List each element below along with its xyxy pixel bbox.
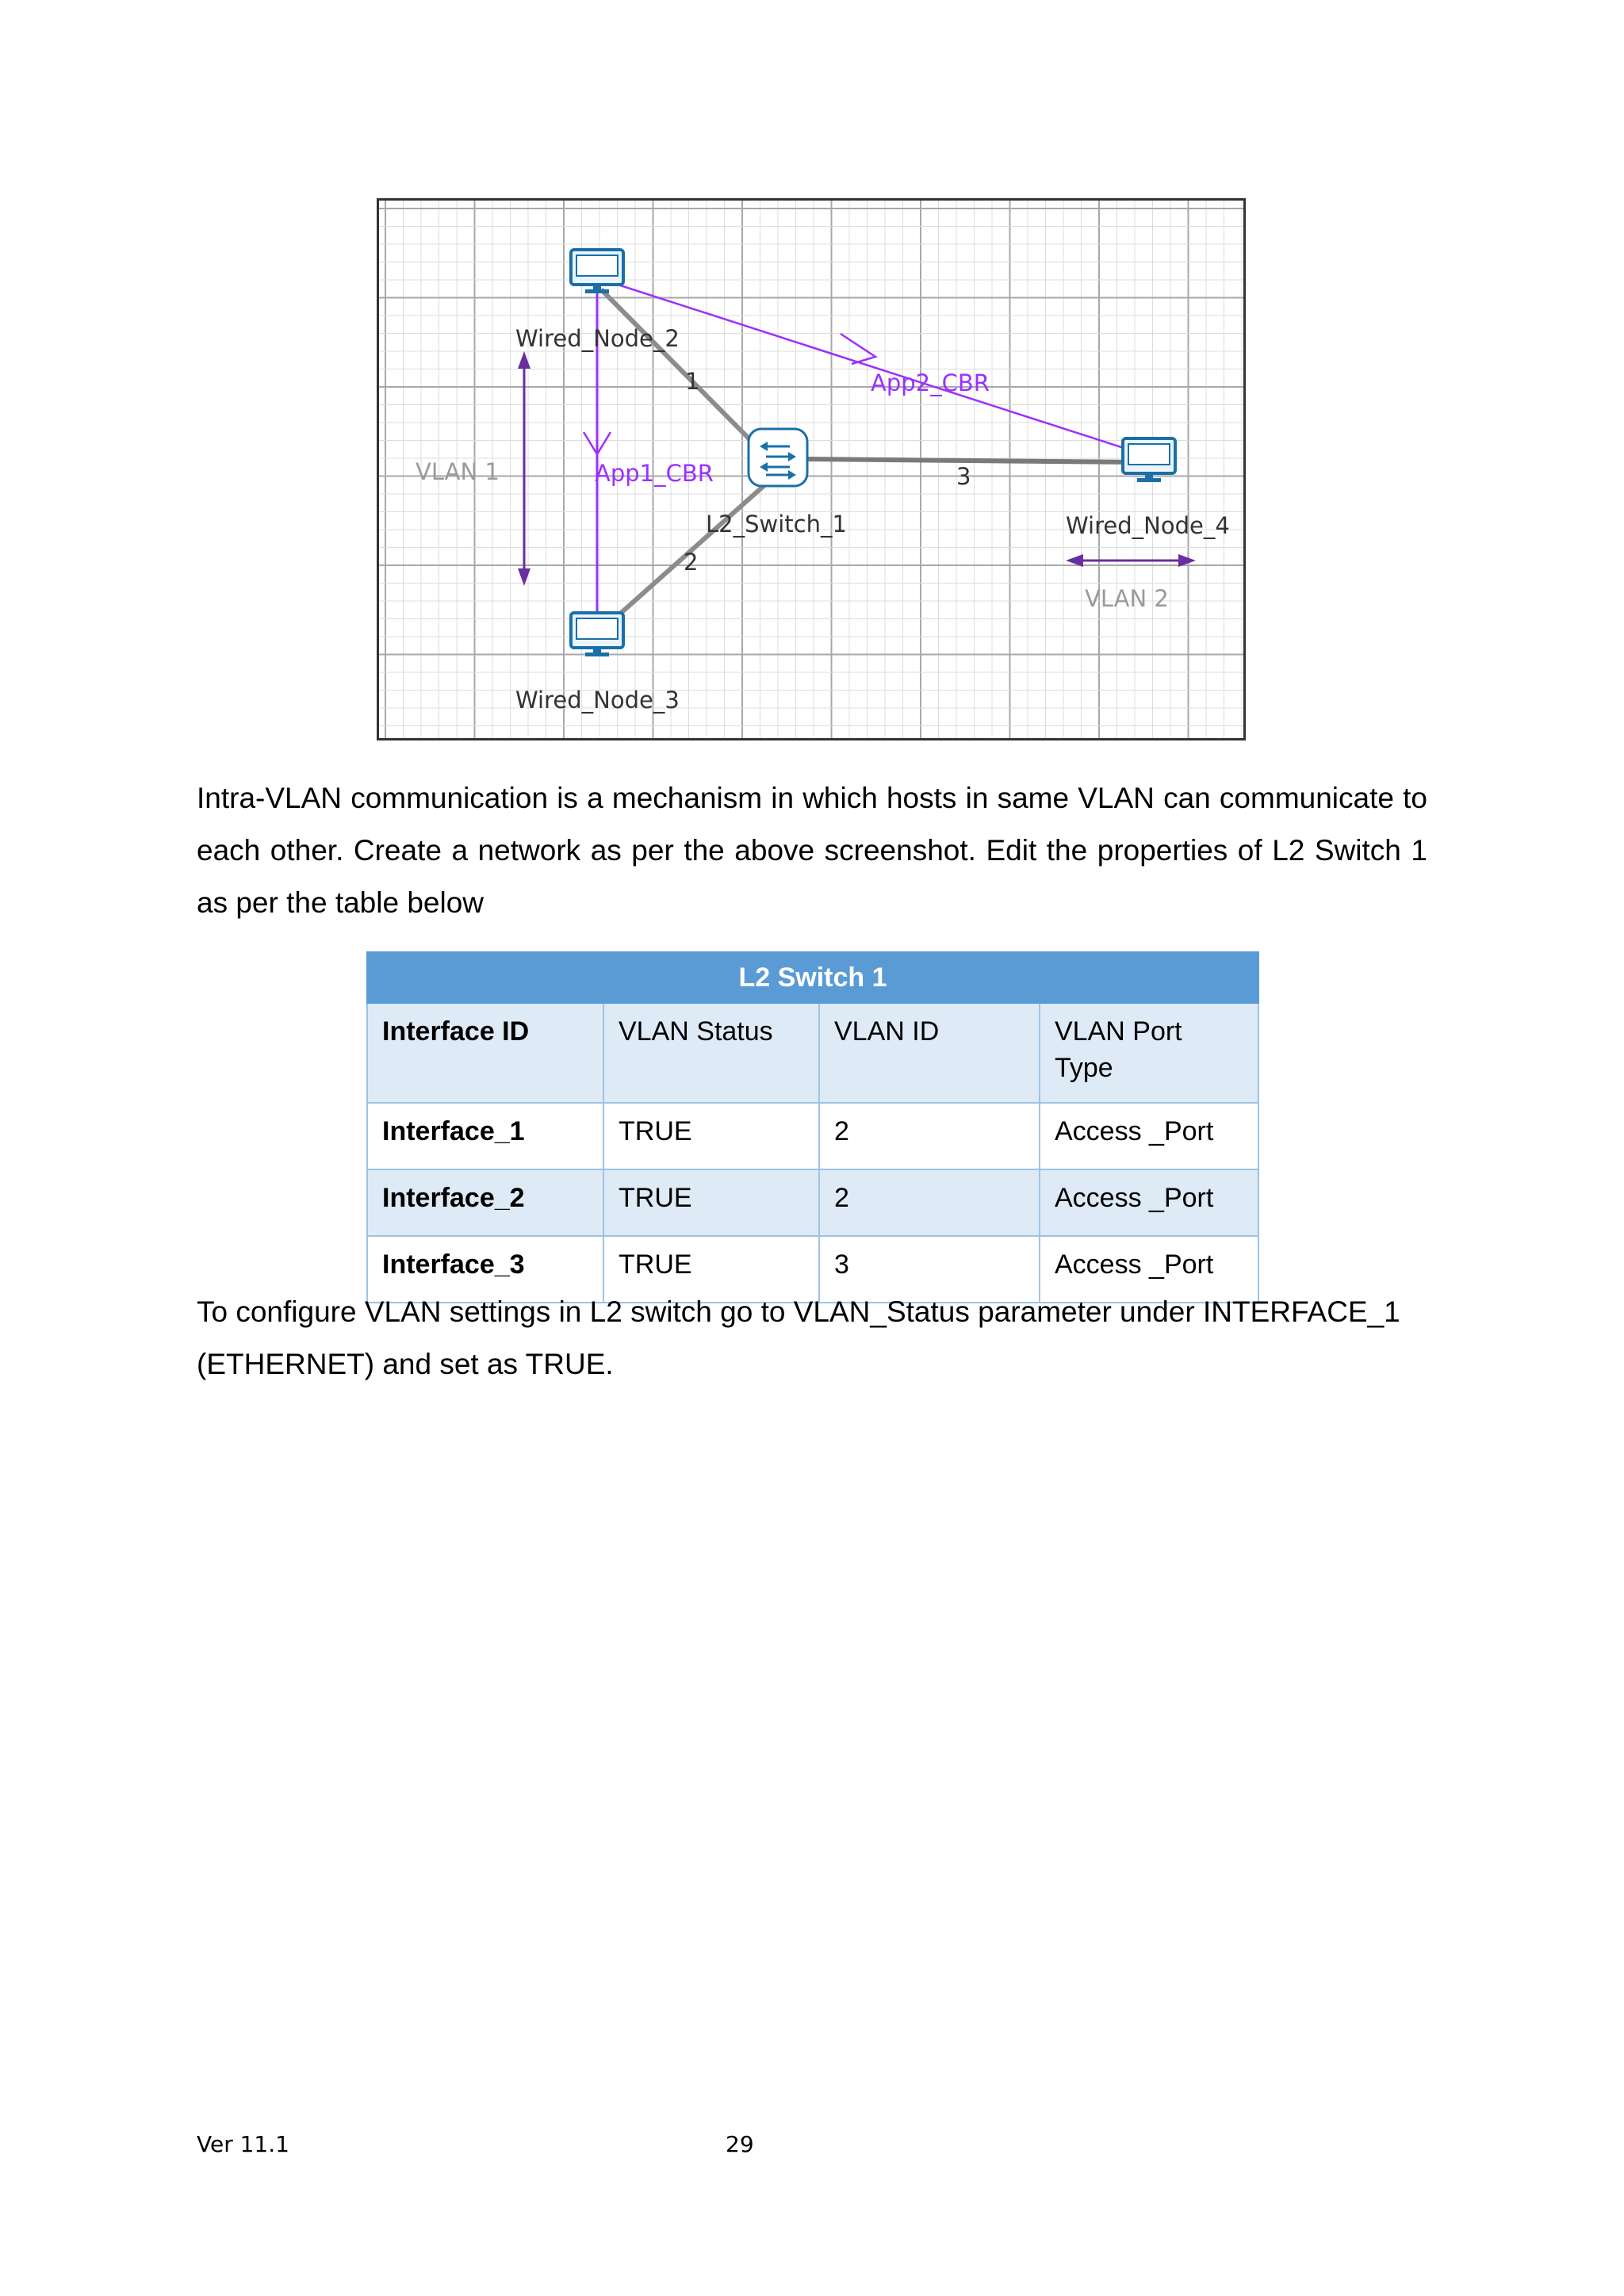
header-vlan-id: VLAN ID bbox=[819, 1003, 1040, 1103]
cell-vlan-port-type: Access _Port bbox=[1040, 1236, 1258, 1303]
l2-switch-label: L2_Switch_1 bbox=[706, 511, 847, 538]
app2-arrowhead bbox=[841, 334, 875, 364]
header-vlan-port-type: VLAN Port Type bbox=[1040, 1003, 1258, 1103]
cell-vlan-port-type: Access _Port bbox=[1040, 1103, 1258, 1169]
config-paragraph: To configure VLAN settings in L2 switch go to VLAN_Status parameter under INTERFACE_1 (ETHERNET) and set as TRUE. bbox=[197, 1295, 1400, 1380]
cell-vlan-status: TRUE bbox=[603, 1236, 819, 1303]
link-1-label: 1 bbox=[685, 368, 700, 395]
footer-page-number: 29 bbox=[726, 2131, 754, 2157]
wired-node-3-icon[interactable] bbox=[571, 613, 623, 656]
vlan2-label: VLAN 2 bbox=[1085, 585, 1169, 612]
wired-node-4-label: Wired_Node_4 bbox=[1066, 512, 1230, 539]
vlan1-arrow-top bbox=[518, 351, 530, 369]
header-vlan-status: VLAN Status bbox=[603, 1003, 819, 1103]
link-3-label: 3 bbox=[956, 463, 971, 490]
wired-node-2-label: Wired_Node_2 bbox=[515, 325, 680, 352]
wired-node-2-icon[interactable] bbox=[571, 250, 623, 293]
cell-interface-id: Interface_3 bbox=[367, 1236, 603, 1303]
link-2-label: 2 bbox=[684, 549, 699, 576]
diagram-grid bbox=[379, 201, 1243, 738]
vlan1-label: VLAN 1 bbox=[416, 458, 500, 485]
header-interface-id: Interface ID bbox=[367, 1003, 603, 1103]
table-row bbox=[367, 1169, 1258, 1236]
cell-vlan-status: TRUE bbox=[603, 1169, 819, 1236]
cell-vlan-id: 3 bbox=[819, 1236, 1040, 1303]
table-caption: L2 Switch 1 bbox=[367, 952, 1258, 1003]
network-diagram bbox=[377, 198, 1246, 740]
app1-label: App1_CBR bbox=[595, 460, 714, 487]
intro-paragraph: Intra-VLAN communication is a mechanism in which hosts in same VLAN can communicate to each other. Create a network as per the above screenshot. Edit the properties of L2 Switch 1 as per the table below bbox=[197, 782, 1427, 919]
cell-interface-id: Interface_2 bbox=[367, 1169, 603, 1236]
app2-label: App2_CBR bbox=[871, 369, 990, 396]
link-3 bbox=[804, 459, 1137, 462]
cell-vlan-status: TRUE bbox=[603, 1103, 819, 1169]
l2-switch-icon[interactable] bbox=[749, 429, 807, 486]
wired-node-3-label: Wired_Node_3 bbox=[515, 687, 680, 714]
l2-switch-table bbox=[366, 951, 1259, 1303]
table-header-row bbox=[367, 1003, 1258, 1103]
table-row bbox=[367, 1103, 1258, 1169]
cell-interface-id: Interface_1 bbox=[367, 1103, 603, 1169]
footer-version: Ver 11.1 bbox=[197, 2131, 289, 2157]
cell-vlan-port-type: Access _Port bbox=[1040, 1169, 1258, 1236]
diagram-canvas bbox=[379, 201, 1243, 738]
cell-vlan-id: 2 bbox=[819, 1103, 1040, 1169]
cell-vlan-id: 2 bbox=[819, 1169, 1040, 1236]
